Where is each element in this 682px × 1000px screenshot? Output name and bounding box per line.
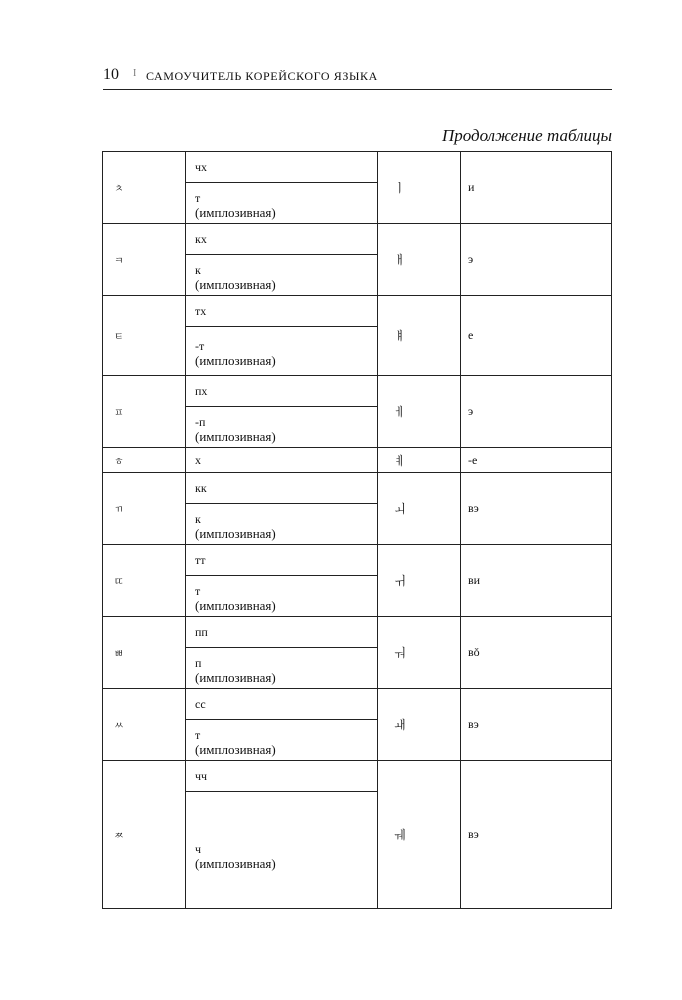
consonant-letter: ㄲ (114, 505, 124, 516)
sound-final: -т (195, 339, 205, 353)
sound-note: (имплозивная) (195, 856, 276, 872)
sound-final-block (186, 504, 377, 544)
vowel-letter: ㅚ (394, 502, 406, 516)
sound-final-block (186, 327, 377, 375)
vowel-sound: е (468, 328, 474, 342)
sound-cell (186, 152, 378, 223)
vowel-letter: ㅔ (394, 405, 406, 419)
vowel-letter: ㅞ (394, 828, 406, 842)
vowel-cell (378, 689, 461, 760)
sound-primary: пх (186, 376, 377, 407)
vowel-sound: э (468, 252, 474, 266)
sound-primary: х (195, 452, 201, 467)
sound-note: (имплозивная) (195, 670, 276, 686)
table-row (103, 689, 612, 761)
table-row (103, 473, 612, 545)
header-rule (103, 89, 612, 90)
vowel-sound-cell (461, 152, 612, 223)
page-number: 10 (103, 66, 119, 83)
sound-cell (186, 545, 378, 616)
table-row (103, 152, 612, 224)
vowel-sound: и (468, 180, 475, 194)
vowel-sound: -е (468, 452, 478, 467)
consonant-cell (103, 224, 186, 295)
consonant-letter: ㅎ (114, 456, 124, 468)
vowel-sound-cell (461, 617, 612, 688)
table-row (103, 617, 612, 689)
table-row (103, 296, 612, 376)
sound-final-block (186, 183, 377, 223)
sound-cell (186, 296, 378, 375)
sound-note: (имплозивная) (195, 277, 276, 293)
sound-primary: кк (186, 473, 377, 504)
vowel-sound: вǒ (468, 645, 480, 659)
vowel-letter: ㅝ (394, 646, 406, 660)
sound-final: к (195, 512, 201, 526)
sound-cell (186, 473, 378, 544)
sound-primary: тх (186, 296, 377, 327)
sound-note: (имплозивная) (195, 429, 276, 445)
vowel-cell (378, 617, 461, 688)
consonant-letter: ㅌ (114, 332, 124, 343)
sound-final: -п (195, 415, 206, 429)
sound-cell (186, 761, 378, 908)
sound-note: (имплозивная) (195, 598, 276, 614)
sound-cell (186, 617, 378, 688)
consonant-letter: ㅃ (114, 649, 124, 660)
consonant-cell (103, 296, 186, 375)
vowel-cell (378, 448, 461, 472)
vowel-sound-cell (461, 448, 612, 472)
sound-note: (имплозивная) (195, 205, 276, 221)
table-row (103, 545, 612, 617)
consonant-letter: ㅋ (114, 256, 124, 267)
sound-final-block (186, 648, 377, 688)
vowel-letter: ㅐ (394, 253, 406, 267)
running-title: САМОУЧИТЕЛЬ КОРЕЙСКОГО ЯЗЫКА (146, 69, 378, 83)
vowel-cell (378, 296, 461, 375)
consonant-cell (103, 152, 186, 223)
sound-final: п (195, 656, 202, 670)
sound-cell (186, 689, 378, 760)
vowel-letter: ㅣ (394, 181, 406, 195)
vowel-cell (378, 376, 461, 447)
sound-cell (186, 376, 378, 447)
consonant-letter: ㅊ (114, 184, 124, 195)
sound-primary: чч (186, 761, 377, 792)
vowel-sound-cell (461, 376, 612, 447)
consonant-letter: ㅆ (114, 721, 124, 732)
consonant-cell (103, 376, 186, 447)
vowel-cell (378, 152, 461, 223)
sound-final: т (195, 728, 201, 742)
sound-primary: тт (186, 545, 377, 576)
consonant-cell (103, 545, 186, 616)
sound-final-block (186, 576, 377, 616)
sound-final: к (195, 263, 201, 277)
consonant-letter: ㅉ (114, 831, 124, 842)
vowel-cell (378, 473, 461, 544)
sound-note: (имплозивная) (195, 742, 276, 758)
sound-note: (имплозивная) (195, 353, 276, 369)
vowel-sound-cell (461, 545, 612, 616)
vowel-sound-cell (461, 689, 612, 760)
vowel-sound: вэ (468, 501, 479, 515)
consonant-letter: ㅍ (114, 408, 124, 419)
vowel-letter: ㅙ (394, 718, 406, 732)
sound-primary: пп (186, 617, 377, 648)
sound-final-block (186, 255, 377, 295)
table-row (103, 376, 612, 448)
vowel-sound: э (468, 404, 474, 418)
sound-primary: сс (186, 689, 377, 720)
vowel-sound-cell (461, 761, 612, 908)
sound-final-block (186, 720, 377, 760)
vowel-cell (378, 545, 461, 616)
sound-final: т (195, 584, 201, 598)
sound-primary: кх (186, 224, 377, 255)
consonant-cell (103, 617, 186, 688)
vowel-sound-cell (461, 224, 612, 295)
vowel-cell (378, 761, 461, 908)
table-caption: Продолжение таблицы (441, 126, 612, 145)
vowel-sound: ви (468, 573, 481, 587)
running-header (103, 66, 612, 90)
vowel-letter: ㅖ (394, 453, 406, 468)
vowel-sound: вэ (468, 717, 479, 731)
vowel-letter: ㅟ (394, 574, 406, 588)
vowel-letter: ㅒ (394, 329, 406, 343)
table-row (103, 224, 612, 296)
consonant-cell (103, 761, 186, 908)
sound-cell (186, 448, 378, 472)
header-separator: I (133, 68, 137, 79)
vowel-sound: вэ (468, 827, 479, 841)
consonant-cell (103, 473, 186, 544)
sound-final: т (195, 191, 201, 205)
consonant-letter: ㄸ (114, 577, 124, 588)
sound-primary: чх (186, 152, 377, 183)
vowel-sound-cell (461, 473, 612, 544)
alphabet-table (102, 151, 612, 909)
consonant-cell (103, 448, 186, 472)
sound-note: (имплозивная) (195, 526, 276, 542)
vowel-sound-cell (461, 296, 612, 375)
consonant-cell (103, 689, 186, 760)
table-row (103, 761, 612, 909)
sound-final: ч (195, 842, 202, 856)
sound-final-block (186, 407, 377, 447)
sound-final-block (186, 792, 377, 908)
table-row (103, 448, 612, 473)
sound-cell (186, 224, 378, 295)
vowel-cell (378, 224, 461, 295)
